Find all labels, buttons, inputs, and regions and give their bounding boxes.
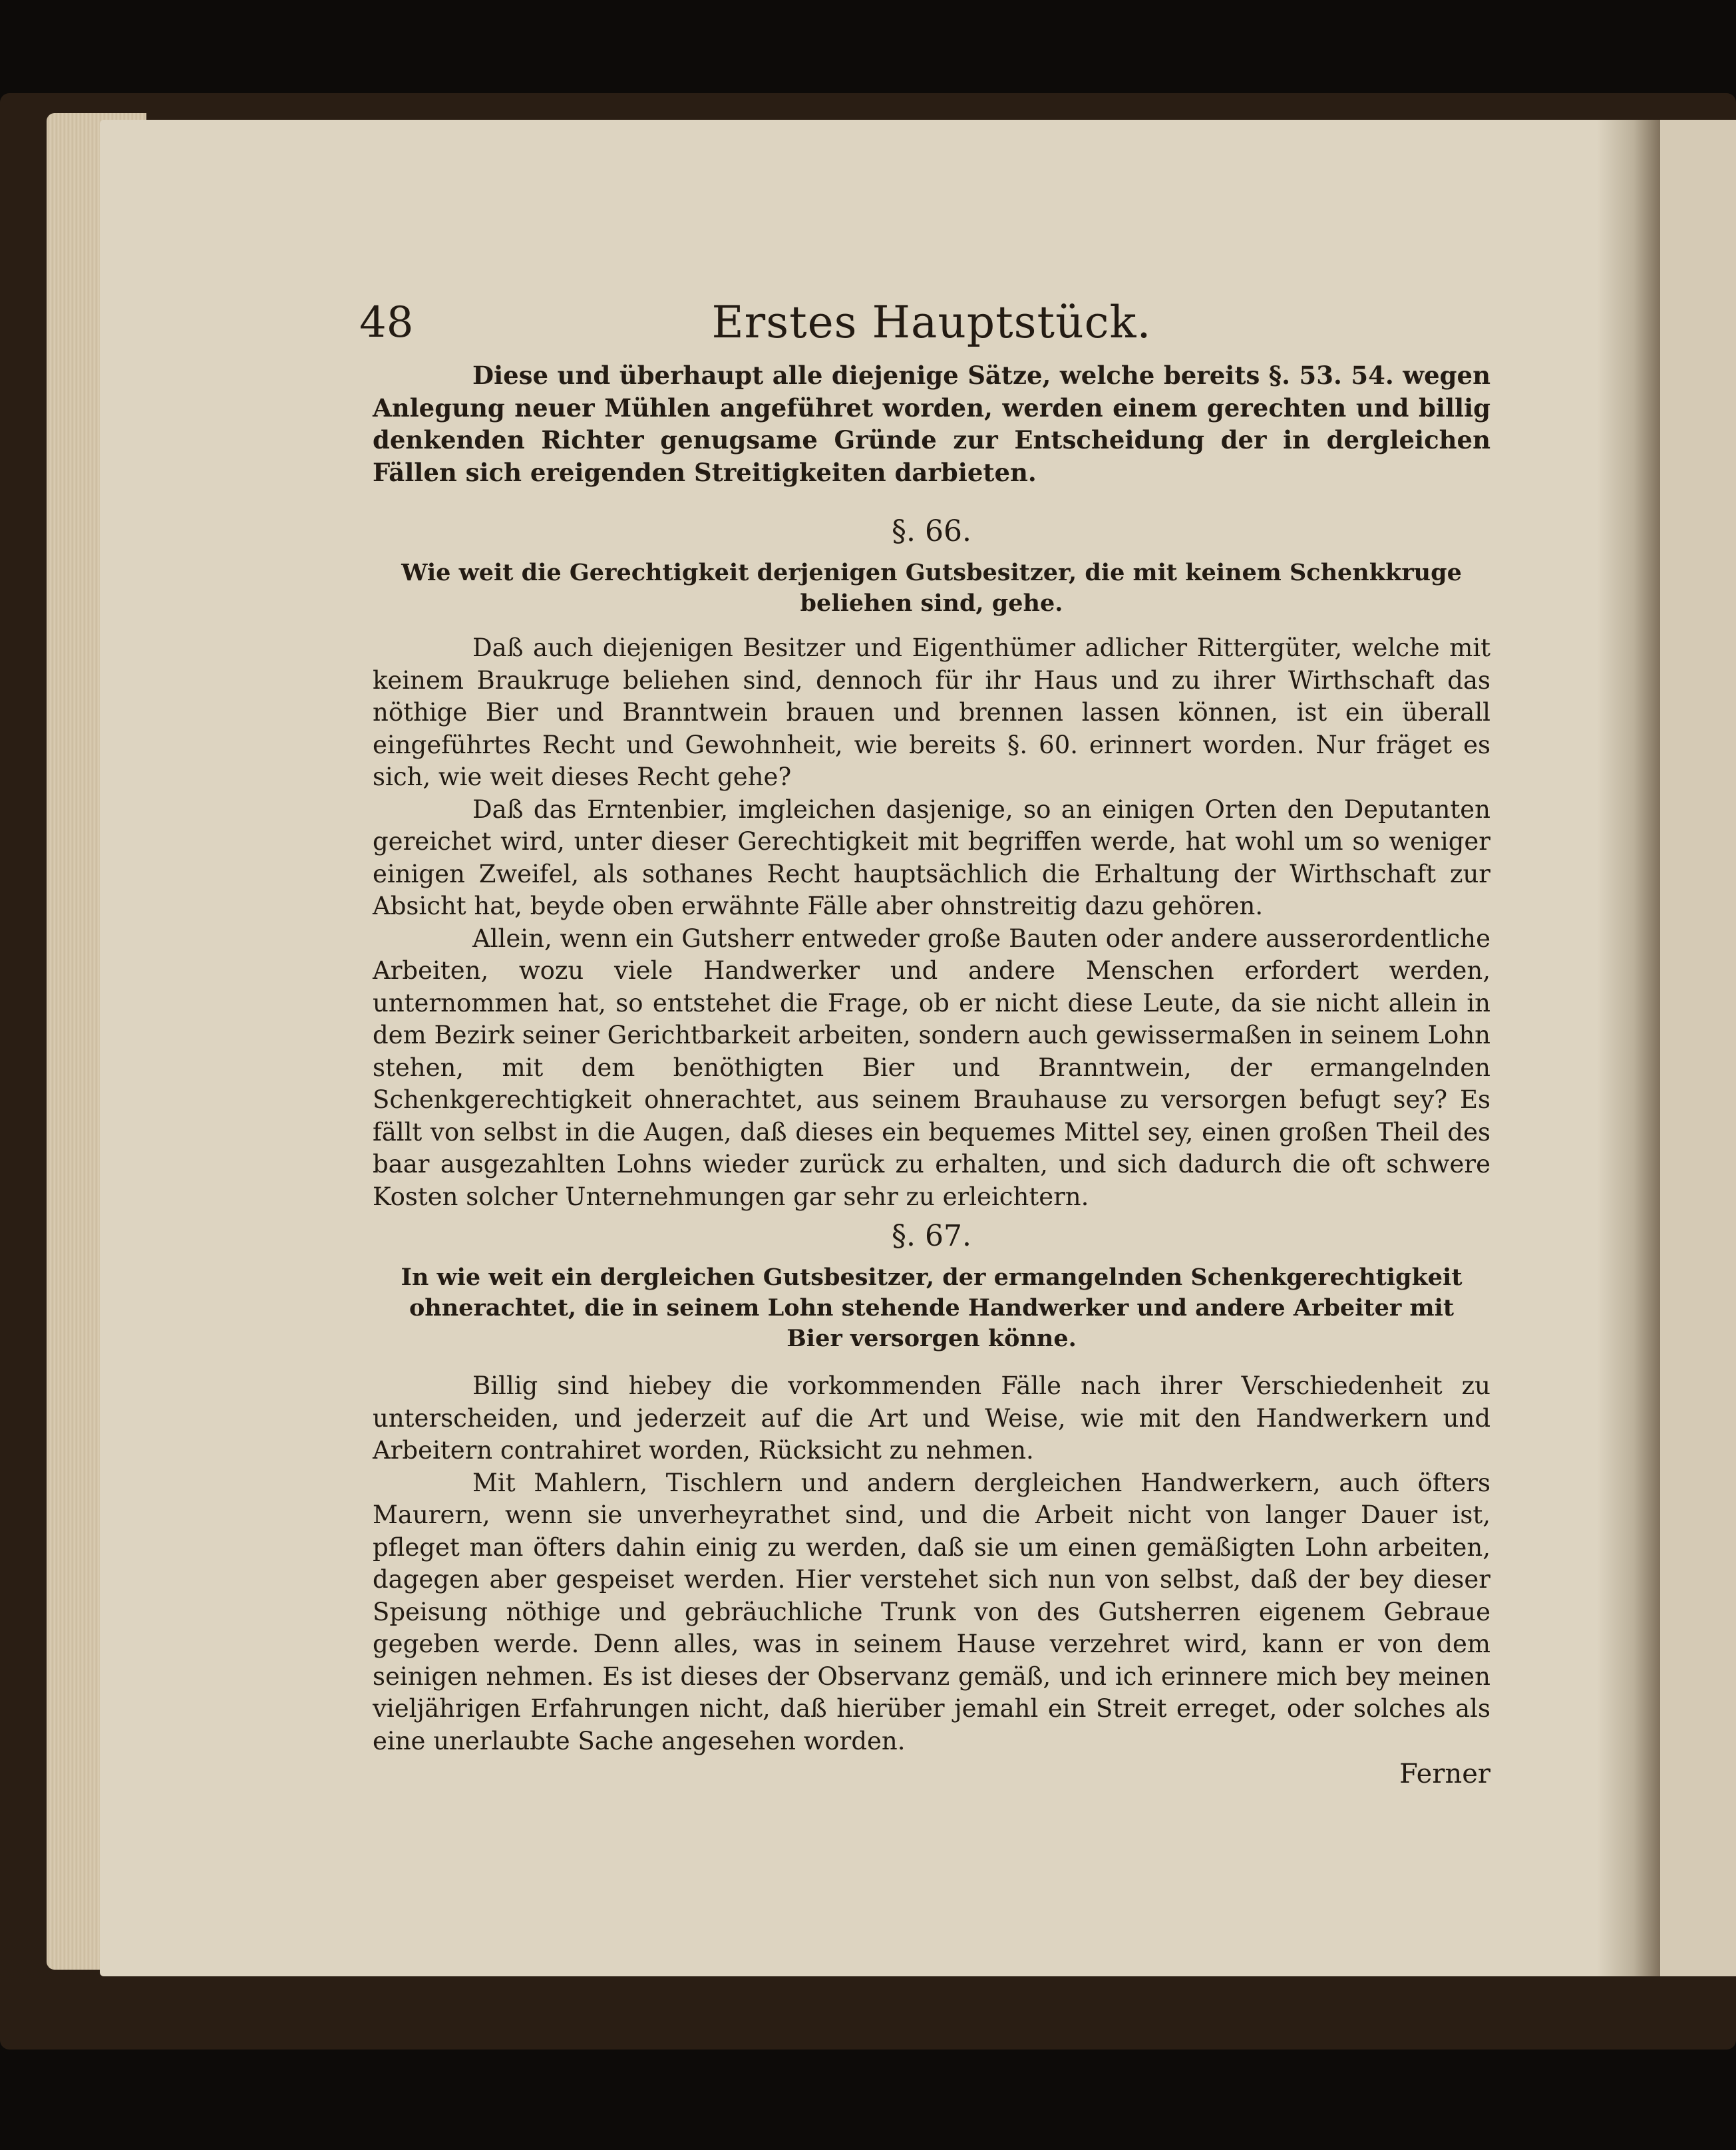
section-66-paragraph: Daß auch diejenigen Besitzer und Eigenthümer adlicher Rittergüter, welche mit keinem Braukruge beliehen sind, dennoch für ihr Haus und zu ihrer Wirthschaft das nöthige Bier und Branntwein brauen und brennen lassen können, ist ein überall eingeführtes Recht und Gewohnheit, wie bereits §. 60. erinnert worden. Nur fräget es sich, wie weit dieses Recht gehe? <box>373 633 1490 791</box>
section-67-paragraph: Mit Mahlern, Tischlern und andern dergleichen Handwerkern, auch öfters Maurern, wenn sie unverheyrathet sind, und die Arbeit nicht von langer Dauer ist, pfleget man öfters dahin einig zu werden, daß sie um einen gemäßigten Lohn arbeiten, dagegen aber gespeiset werden. Hier verstehet sich nun von selbst, daß der bey dieser Speisung nöthige und gebräuchliche Trunk von des Gutsherren eigenem Gebraue gegeben werde. Denn alles, was in seinem Hause verzehret wird, kann er von dem seinigen nehmen. Es ist dieses der Observanz gemäß, und ich erinnere mich bey meinen vieljährigen Erfahrungen nicht, daß hierüber jemahl ein Streit erreget, oder solches als eine unerlaubte Sache angesehen worden. <box>373 1468 1490 1755</box>
section-67-heading: In wie weit ein dergleichen Gutsbesitzer, der ermangelnden Schenkgerechtigkeit ohnerachtet, die in seinem Lohn stehende Handwerker und andere Arbeiter mit Bier versorgen könne. <box>401 1264 1463 1352</box>
running-title: Erstes Hauptstück. <box>711 297 1152 348</box>
section-66-body <box>373 632 1490 1213</box>
catchword: Ferner <box>1399 1759 1490 1789</box>
section-67-number: §. 67. <box>892 1219 971 1253</box>
section-66-number: §. 66. <box>892 514 971 548</box>
section-66-paragraph: Daß das Erntenbier, imgleichen dasjenige, so an einigen Orten den Deputanten gereichet wird, unter dieser Gerechtigkeit mit begriffen werde, hat wohl um so weniger einigen Zweifel, als sothanes Recht hauptsächlich die Erhaltung der Wirthschaft zur Absicht hat, beyde oben erwähnte Fälle aber ohnstreitig dazu gehören. <box>373 795 1490 920</box>
book-gutter <box>1597 120 1670 1976</box>
page-number: 48 <box>359 298 414 347</box>
section-67-body <box>373 1370 1490 1757</box>
section-66-heading: Wie weit die Gerechtigkeit derjenigen Gutsbesitzer, die mit keinem Schenkkruge beliehen sind, gehe. <box>401 559 1462 617</box>
section-67-paragraph: Billig sind hiebey die vorkommenden Fälle nach ihrer Verschiedenheit zu unterscheiden, und jederzeit auf die Art und Weise, wie mit den Handwerkern und Arbeitern contrahiret worden, Rücksicht zu nehmen. <box>373 1371 1490 1465</box>
right-page-edge <box>1660 120 1736 1976</box>
intro-paragraph: Diese und überhaupt alle diejenige Sätze, welche bereits §. 53. 54. wegen Anlegung neuer Mühlen angeführet worden, werden einem gerechten und billig denkenden Richter genugsame Gründe zur Entscheidung der in dergleichen Fällen sich ereigenden Streitigkeiten darbieten. <box>373 361 1490 487</box>
page-header <box>359 293 1490 353</box>
section-66-paragraph: Allein, wenn ein Gutsherr entweder große Bauten oder andere ausserordentliche Arbeiten, wozu viele Handwerker und andere Menschen erfordert werden, unternommen hat, so entstehet die Frage, ob er nicht diese Leute, da sie nicht allein in dem Bezirk seiner Gerichtbarkeit arbeiten, sondern auch gewissermaßen in seinem Lohn stehen, mit dem benöthigten Bier und Branntwein, der ermangelnden Schenkgerechtigkeit ohnerachtet, aus seinem Brauhause zu versorgen befugt sey? Es fällt von selbst in die Augen, daß dieses ein bequemes Mittel sey, einen großen Theil des baar ausgezahlten Lohns wieder zurück zu erhalten, und sich dadurch die oft schwere Kosten solcher Unternehmungen gar sehr zu erleichtern. <box>373 924 1490 1211</box>
text-block <box>359 293 1490 1791</box>
